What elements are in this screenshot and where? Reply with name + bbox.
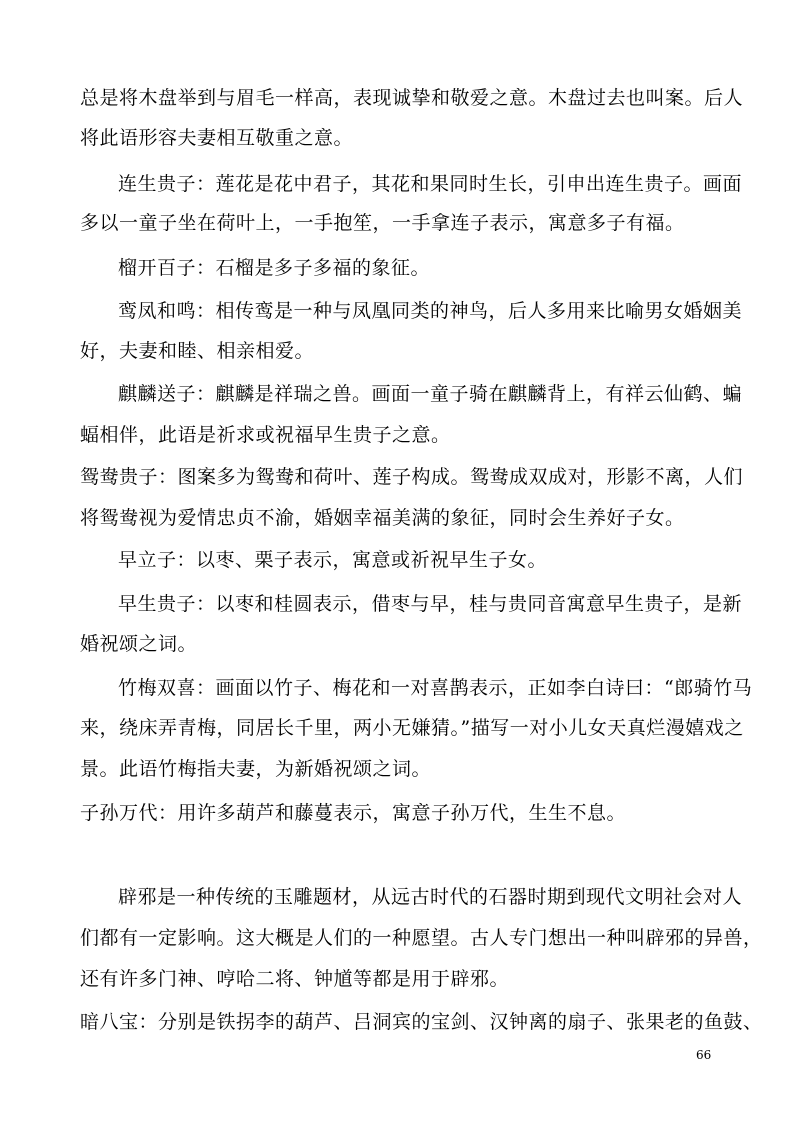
text-line: 还有许多门神、哼哈二将、钟馗等都是用于辟邪。 [80, 968, 510, 990]
text-line: 鸳鸯贵子：图案多为鸳鸯和荷叶、莲子构成。鸳鸯成双成对，形影不离，人们 [80, 466, 744, 488]
text-line: 好，夫妻和睦、相亲相爱。 [80, 340, 315, 362]
text-line: 麒麟送子：麒麟是祥瑞之兽。画面一童子骑在麒麟背上，有祥云仙鹤、蝙 [118, 383, 743, 405]
text-line: 总是将木盘举到与眉毛一样高，表现诚挚和敬爱之意。木盘过去也叫案。后人 [80, 87, 744, 109]
text-line: 早生贵子：以枣和桂圆表示，借枣与早，桂与贵同音寓意早生贵子，是新 [118, 593, 743, 615]
text-line: 暗八宝：分别是铁拐李的葫芦、吕洞宾的宝剑、汉钟离的扇子、张果老的鱼鼓、 [80, 1011, 763, 1033]
text-line: 将鸳鸯视为爱情忠贞不渝，婚姻幸福美满的象征，同时会生养好子女。 [80, 507, 685, 529]
text-line: 连生贵子：莲花是花中君子，其花和果同时生长，引申出连生贵子。画面 [118, 173, 743, 195]
text-line: 来，绕床弄青梅，同居长千里，两小无嫌猜。”描写一对小儿女天真烂漫嬉戏之 [80, 717, 744, 739]
text-line: 子孙万代：用许多葫芦和藤蔓表示，寓意子孙万代，生生不息。 [80, 802, 627, 824]
text-line: 将此语形容夫妻相互敬重之意。 [80, 127, 354, 149]
text-line: 景。此语竹梅指夫妻，为新婚祝颂之词。 [80, 758, 432, 780]
text-line: 婚祝颂之词。 [80, 633, 198, 655]
text-line: 们都有一定影响。这大概是人们的一种愿望。古人专门想出一种叫辟邪的异兽， [80, 927, 763, 949]
text-line: 早立子：以枣、栗子表示，寓意或祈祝早生子女。 [118, 549, 548, 571]
text-line: 多以一童子坐在荷叶上，一手抱笙，一手拿连子表示，寓意多子有福。 [80, 212, 685, 234]
text-line: 鸾凤和鸣：相传鸾是一种与凤凰同类的神鸟，后人多用来比喻男女婚姻美 [118, 300, 743, 322]
text-line: 辟邪是一种传统的玉雕题材，从远古时代的石器时期到现代文明社会对人 [118, 886, 743, 908]
text-line: 竹梅双喜：画面以竹子、梅花和一对喜鹊表示，正如李白诗曰：“郎骑竹马 [118, 677, 753, 699]
text-line: 榴开百子：石榴是多子多福的象征。 [118, 257, 431, 279]
page-number: 66 [696, 1048, 712, 1062]
text-line: 蝠相伴，此语是祈求或祝福早生贵子之意。 [80, 424, 451, 446]
